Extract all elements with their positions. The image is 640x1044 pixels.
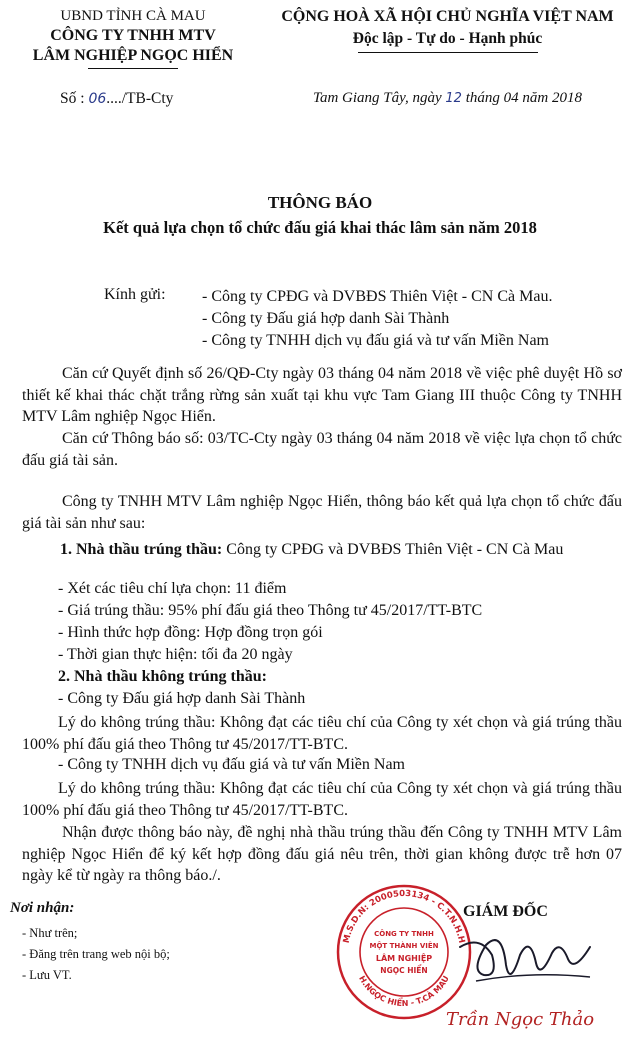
seal-line: NGỌC HIỂN (380, 966, 428, 975)
issuer-block (8, 6, 258, 69)
seal-line: MỘT THÀNH VIÊN (369, 942, 439, 950)
winner-paragraph (22, 539, 622, 561)
loser-2-name: - Công ty TNHH dịch vụ đấu giá và tư vấn Miền Nam (58, 756, 405, 773)
document-number (60, 90, 173, 108)
winner-detail: - Thời gian thực hiện: tối đa 20 ngày (58, 646, 293, 663)
loser-1-reason: Lý do không trúng thầu: Không đạt các tiêu chí của Công ty xét chọn và giá trúng thầu 100% phí đấu giá theo Thông tư 45/2017/TT-BTC. (22, 714, 622, 753)
issuer-line-1: UBND TỈNH CÀ MAU (60, 8, 206, 24)
recipients-footer-label: Nơi nhận: (10, 900, 75, 916)
recipient-item: - Công ty Đấu giá hợp danh Sài Thành (202, 310, 450, 327)
seal-bottom-text: H.NGỌC HIỂN - T.CÀ MAU (357, 974, 451, 1009)
basis-paragraph-2: Căn cứ Thông báo số: 03/TC-Cty ngày 03 tháng 04 năm 2018 về việc lựa chọn tổ chức đấu giá tài sản. (22, 430, 622, 469)
winner-name: Công ty CPĐG và DVBĐS Thiên Việt - CN Cà Mau (222, 541, 564, 558)
loser-heading: 2. Nhà thầu không trúng thầu: (58, 668, 267, 685)
winner-detail: - Xét các tiêu chí lựa chọn: 11 điểm (58, 580, 287, 597)
recipients-list (202, 286, 552, 352)
loser-2-reason: Lý do không trúng thầu: Không đạt các tiêu chí của Công ty xét chọn và giá trúng thầu 100% phí đấu giá theo Thông tư 45/2017/TT-BTC. (22, 780, 622, 819)
signer-name: Trần Ngọc Thảo (446, 1009, 595, 1030)
doc-number-suffix: ..../TB-Cty (106, 90, 174, 107)
document-title: THÔNG BÁO (267, 193, 373, 212)
signer-title: GIÁM ĐỐC (463, 903, 548, 920)
issuer-underline (88, 68, 178, 69)
handwritten-signature (440, 925, 610, 995)
footer-recipient: - Lưu VT. (22, 968, 72, 982)
recipients-label: Kính gửi: (104, 286, 166, 303)
closing-paragraph: Nhận được thông báo này, đề nghị nhà thầu trúng thầu đến Công ty TNHH MTV Lâm nghiệp Ngọc Hiển để ký kết hợp đồng đấu giá nêu trên, thời gian không được trễ hơn 07 ngày kể từ ngày ra thông báo./. (22, 824, 622, 884)
seal-outer-text: M.S.D.N: 2000503134 - C.T.N.H.H (341, 888, 467, 945)
svg-text:H.NGỌC HIỂN - T.CÀ MAU (357, 974, 451, 1008)
winner-heading: 1. Nhà thầu trúng thầu: (60, 541, 223, 558)
national-motto: Độc lập - Tự do - Hạnh phúc (352, 30, 543, 47)
seal-line: CÔNG TY TNHH (374, 930, 434, 938)
recipient-item: - Công ty TNHH dịch vụ đấu giá và tư vấn Miền Nam (202, 332, 549, 349)
basis-paragraph-1: Căn cứ Quyết định số 26/QĐ-Cty ngày 03 tháng 04 năm 2018 về việc phê duyệt Hồ sơ thiết kế khai thác chặt trắng rừng sản xuất tại khu vực Tam Giang III thuộc Công ty TNHH MTV Lâm nghiệp Ngọc Hiển. (22, 365, 622, 425)
issuer-line-2: CÔNG TY TNHH MTV (50, 27, 216, 44)
national-header (255, 6, 640, 53)
winner-detail: - Hình thức hợp đồng: Hợp đồng trọn gói (58, 624, 323, 641)
loser-1-name: - Công ty Đấu giá hợp danh Sài Thành (58, 690, 306, 707)
document-date (313, 90, 582, 107)
date-day-handwritten: 12 (445, 91, 462, 106)
winner-detail: - Giá trúng thầu: 95% phí đấu giá theo Thông tư 45/2017/TT-BTC (58, 602, 483, 619)
date-prefix: Tam Giang Tây, ngày (313, 90, 446, 106)
recipients-footer-list (22, 923, 170, 986)
doc-number-handwritten: 06 (88, 91, 107, 107)
footer-recipient: - Đăng trên trang web nội bộ; (22, 947, 170, 961)
footer-recipient: - Như trên; (22, 926, 78, 940)
motto-underline (358, 52, 538, 53)
seal-line: LÂM NGHIỆP (375, 954, 433, 963)
doc-number-prefix: Số : (60, 90, 89, 107)
date-suffix: tháng 04 năm 2018 (461, 90, 582, 106)
recipient-item: - Công ty CPĐG và DVBĐS Thiên Việt - CN Cà Mau. (202, 288, 553, 305)
national-title: CỘNG HOÀ XÃ HỘI CHỦ NGHĨA VIỆT NAM (281, 8, 614, 25)
intro-paragraph: Công ty TNHH MTV Lâm nghiệp Ngọc Hiển, thông báo kết quả lựa chọn tổ chức đấu giá tài sản như sau: (22, 493, 622, 532)
document-subtitle: Kết quả lựa chọn tổ chức đấu giá khai thác lâm sản năm 2018 (103, 218, 537, 237)
issuer-line-3: LÂM NGHIỆP NGỌC HIỂN (32, 47, 234, 64)
